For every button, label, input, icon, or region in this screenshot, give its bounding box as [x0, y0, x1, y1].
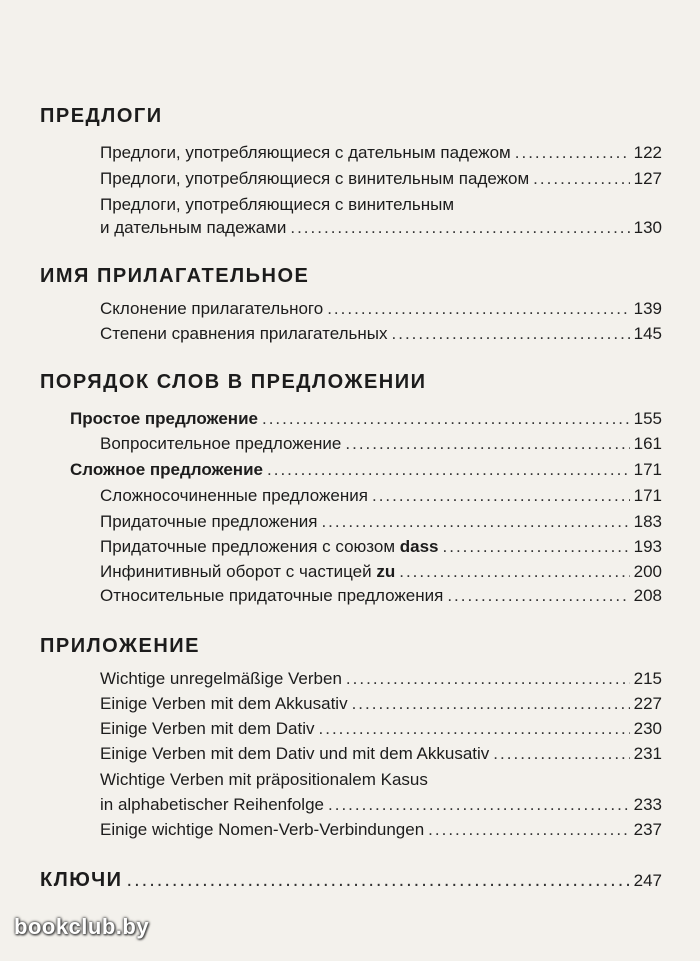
leader-dots: [346, 668, 630, 690]
entry-label-line1: Wichtige Verben mit präpositionalem Kasus: [100, 770, 428, 789]
entry-label: Относительные придаточные предложения: [100, 586, 444, 605]
toc-entry[interactable]: [100, 743, 662, 765]
leader-dots: [127, 868, 630, 892]
page-number: 130: [633, 218, 662, 237]
page-number: 139: [633, 299, 662, 318]
entry-label: [100, 561, 395, 583]
entry-label-keyword: zu: [376, 562, 396, 581]
entry-label: Склонение прилагательного: [100, 299, 324, 318]
entry-label: Вопросительное предложение: [100, 434, 342, 453]
leader-dots: [372, 485, 630, 507]
page-number: 230: [633, 719, 662, 738]
entry-label: Einige wichtige Nomen-Verb-Verbindungen: [100, 820, 425, 839]
leader-dots: [262, 408, 630, 430]
page-number: 237: [633, 820, 662, 839]
toc-entry[interactable]: [100, 668, 662, 690]
entry-label: и дательным падежами: [100, 218, 287, 237]
entry-label: Придаточные предложения: [100, 512, 318, 531]
section-title-adjective: ИМЯ ПРИЛАГАТЕЛЬНОЕ: [40, 265, 310, 287]
toc-entry[interactable]: [100, 168, 662, 190]
leader-dots: [392, 323, 630, 345]
leader-dots: [352, 693, 630, 715]
toc-entry[interactable]: [100, 585, 662, 607]
page-number: 155: [633, 409, 662, 428]
entry-label-keyword: dass: [399, 537, 439, 556]
page-number: 122: [633, 143, 662, 162]
page-number: 127: [633, 169, 662, 188]
page-number: 208: [633, 586, 662, 605]
leader-dots: [328, 794, 630, 816]
entry-label: Сложносочиненные предложения: [100, 486, 368, 505]
leader-dots: [327, 298, 629, 320]
page-number: 215: [633, 669, 662, 688]
page-number: 161: [633, 434, 662, 453]
leader-dots: [345, 433, 629, 455]
entry-label: Степени сравнения прилагательных: [100, 324, 388, 343]
toc-entry[interactable]: [100, 485, 662, 507]
toc-entry[interactable]: [100, 561, 662, 583]
entry-label: Простое предложение: [70, 409, 258, 428]
leader-dots: [290, 217, 629, 239]
leader-dots: [515, 142, 630, 164]
page-number: 183: [633, 512, 662, 531]
section-title-appendix: ПРИЛОЖЕНИЕ: [40, 635, 200, 657]
entry-label-text: Инфинитивный оборот с частицей: [100, 562, 377, 581]
toc-entry[interactable]: [100, 511, 662, 533]
entry-label: Сложное предложение: [70, 460, 263, 479]
toc-entry[interactable]: [100, 323, 662, 345]
page-number: 247: [633, 871, 662, 890]
section-title-keys: КЛЮЧИ: [40, 869, 123, 891]
toc-entry[interactable]: [100, 536, 662, 558]
page-number: 193: [633, 537, 662, 556]
toc-entry[interactable]: [100, 794, 662, 816]
leader-dots: [443, 536, 630, 558]
toc-entry[interactable]: [100, 718, 662, 740]
toc-entry[interactable]: [100, 298, 662, 320]
leader-dots: [267, 459, 630, 481]
page-number: 171: [633, 460, 662, 479]
entry-label: Wichtige unregelmäßige Verben: [100, 669, 342, 688]
leader-dots: [447, 585, 629, 607]
entry-label: in alphabetischer Reihenfolge: [100, 795, 324, 814]
entry-label: Предлоги, употребляющиеся с винительным падежом: [100, 169, 530, 188]
toc-entry[interactable]: [70, 408, 662, 430]
toc-entry[interactable]: [100, 693, 662, 715]
section-title-prepositions: ПРЕДЛОГИ: [40, 105, 163, 127]
toc-entry[interactable]: [100, 433, 662, 455]
entry-label: Предлоги, употребляющиеся с дательным падежом: [100, 143, 511, 162]
toc-entry[interactable]: [70, 459, 662, 481]
page-number: 171: [633, 486, 662, 505]
entry-label-text: Придаточные предложения с союзом: [100, 537, 400, 556]
entry-label: Einige Verben mit dem Akkusativ: [100, 694, 348, 713]
section-title-word-order: ПОРЯДОК СЛОВ В ПРЕДЛОЖЕНИИ: [40, 371, 427, 393]
leader-dots: [399, 561, 629, 583]
entry-label: [100, 536, 439, 558]
entry-label: Einige Verben mit dem Dativ und mit dem Akkusativ: [100, 744, 490, 763]
page-number: 145: [633, 324, 662, 343]
leader-dots: [428, 819, 629, 841]
entry-label: Einige Verben mit dem Dativ: [100, 719, 315, 738]
leader-dots: [319, 718, 630, 740]
page-number: 233: [633, 795, 662, 814]
toc-entry[interactable]: [100, 217, 662, 239]
entry-label-line1: Предлоги, употребляющиеся с винительным: [100, 195, 455, 214]
page-number: 200: [633, 562, 662, 581]
leader-dots: [493, 743, 629, 765]
page-number: 227: [633, 694, 662, 713]
watermark: bookclub.by: [14, 914, 150, 939]
toc-entry[interactable]: [100, 819, 662, 841]
toc-entry[interactable]: [100, 142, 662, 164]
page-number: 231: [633, 744, 662, 763]
leader-dots: [533, 168, 629, 190]
leader-dots: [321, 511, 629, 533]
toc-entry-keys[interactable]: [40, 868, 662, 893]
